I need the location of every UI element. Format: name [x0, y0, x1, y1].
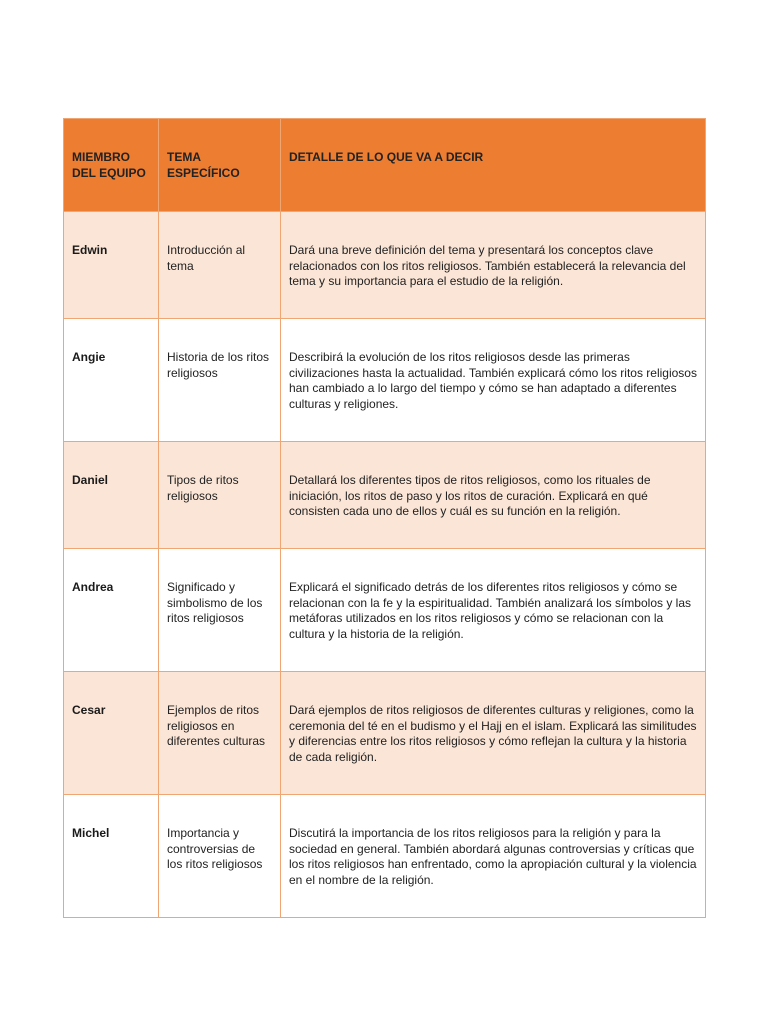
member-name: Daniel [72, 473, 109, 487]
member-cell [64, 212, 159, 319]
table-row [64, 319, 706, 442]
table-header-row [64, 119, 706, 212]
topic-cell [159, 319, 281, 442]
detail-text: Describirá la evolución de los ritos religiosos desde las primeras civilizaciones hasta la actualidad. También explicará cómo los ritos religiosos han cambiado a lo largo del tiempo y cómo se han adaptado a diferentes culturas y religiones. [289, 350, 697, 411]
header-topic-label: TEMA ESPECÍFICO [167, 150, 240, 180]
detail-text: Detallará los diferentes tipos de ritos religiosos, como los rituales de iniciación, los ritos de paso y los ritos de curación. Explicará en qué consisten cada uno de ellos y cuál es su función en la religión. [289, 473, 651, 518]
member-cell [64, 549, 159, 672]
table-row [64, 672, 706, 795]
header-member-cell [64, 119, 159, 212]
topic-cell [159, 442, 281, 549]
topic-text: Historia de los ritos religiosos [167, 350, 270, 380]
member-cell [64, 672, 159, 795]
header-member-label: MIEMBRO DEL EQUIPO [72, 150, 146, 180]
detail-text: Dará ejemplos de ritos religiosos de diferentes culturas y religiones, como la ceremonia del té en el budismo y el Hajj en el islam. Explicará las similitudes y diferencias entre los ritos religiosos y cómo reflejan la cultura y la historia de cada religión. [289, 703, 697, 764]
assignment-table [63, 118, 706, 918]
topic-text: Ejemplos de ritos religiosos en diferentes culturas [167, 703, 266, 748]
member-cell [64, 795, 159, 918]
topic-cell [159, 672, 281, 795]
detail-text: Explicará el significado detrás de los diferentes ritos religiosos y cómo se relacionan con la fe y la espiritualidad. También analizará los símbolos y las metáforas utilizados en los ritos religiosos y cómo se relacionan con la cultura y la historia de la religión. [289, 580, 691, 641]
header-detail-cell [281, 119, 706, 212]
detail-cell [281, 549, 706, 672]
member-name: Cesar [72, 703, 106, 717]
detail-cell [281, 672, 706, 795]
detail-cell [281, 442, 706, 549]
detail-cell [281, 795, 706, 918]
table-row [64, 549, 706, 672]
header-topic-cell [159, 119, 281, 212]
member-cell [64, 319, 159, 442]
topic-text: Introducción al tema [167, 243, 246, 273]
topic-text: Importancia y controversias de los ritos religiosos [167, 826, 263, 871]
member-name: Angie [72, 350, 106, 364]
member-name: Michel [72, 826, 110, 840]
member-name: Edwin [72, 243, 108, 257]
table-row [64, 442, 706, 549]
header-detail-label: DETALLE DE LO QUE VA A DECIR [289, 150, 484, 164]
detail-text: Discutirá la importancia de los ritos religiosos para la religión y para la sociedad en general. También abordará algunas controversias y críticas que los ritos religiosos han enfrentado, como la apropiación cultural y la violencia en el nombre de la religión. [289, 826, 697, 887]
member-cell [64, 442, 159, 549]
topic-cell [159, 795, 281, 918]
table-row [64, 795, 706, 918]
topic-text: Tipos de ritos religiosos [167, 473, 239, 503]
topic-text: Significado y simbolismo de los ritos religiosos [167, 580, 263, 625]
detail-text: Dará una breve definición del tema y presentará los conceptos clave relacionados con los ritos religiosos. También establecerá la relevancia del tema y su importancia para el estudio de la religión. [289, 243, 686, 288]
table-row [64, 212, 706, 319]
detail-cell [281, 212, 706, 319]
member-name: Andrea [72, 580, 114, 594]
detail-cell [281, 319, 706, 442]
topic-cell [159, 212, 281, 319]
topic-cell [159, 549, 281, 672]
